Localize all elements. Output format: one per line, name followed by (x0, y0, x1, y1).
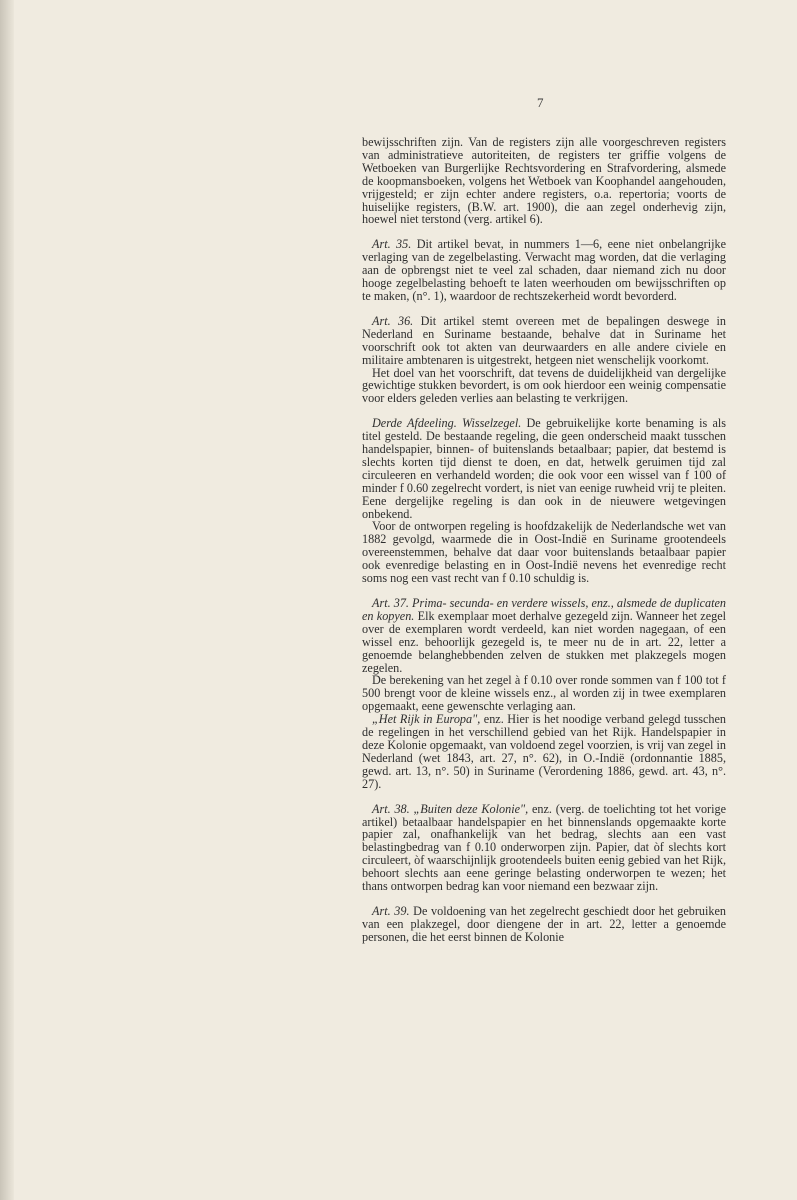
paragraph-continuation (362, 136, 726, 226)
paragraph-text: Voor de ontworpen regeling is hoofdzakelijk de Nederlandsche wet van 1882 gevolgd, waarmede die in Oost-Indië en Suriname grootendeels overeenstemmen, behalve dat daar voor buitenslands betaalbaar papier ook evenredige belasting en in Oost-Indië nevens het evenredige recht soms nog een vast recht van f 0.10 schuldig is. (362, 519, 726, 586)
paragraph-art-38 (362, 803, 726, 893)
section-heading: Derde Afdeeling. Wisselzegel. (372, 416, 522, 431)
article-heading: Art. 39. (372, 903, 410, 918)
paragraph-art-37 (362, 597, 726, 674)
paragraph-ontworpen-regeling (362, 520, 726, 585)
paragraph-berekening (362, 674, 726, 713)
paragraph-text: enz. (verg. de toelichting tot het vorige artikel) betaalbaar handelspapier en het binnenslands opgemaakte korte papier zal, onafhankelijk van het bedrag, slechts aan een vast belastingbedrag van f 0.10 onderworpen zijn. Papier, dat òf slechts kort circuleert, òf waarschijnlijk grootendeels buiten eenig gebied van het Rijk, behoort slechts aan eene geringe belasting onderworpen te wezen; het thans ontworpen bedrag kan voor niemand een bezwaar zijn. (362, 801, 726, 894)
paragraph-text: enz. Hier is het noodige verband gelegd tusschen de regelingen in het verschillend gebied van het Rijk. Handelspapier in deze Kolonie opgemaakt, van voldoend zegel voorzien, is vrij van zegel in Nederland (wet 1843, art. 27, n°. 62), in O.-Indië (ordonnantie 1885, gewd. art. 13, n°. 50) in Suriname (Verordening 1886, gewd. art. 43, n°. 27). (362, 712, 726, 791)
paragraph-rijk-in-europa (362, 713, 726, 790)
article-heading: Art. 36. (372, 313, 414, 328)
paragraph-art-39 (362, 905, 726, 944)
paragraph-text: De voldoening van het zegelrecht geschiedt door het gebruiken van een plakzegel, door diengene der in art. 22, letter a genoemde personen, die het eerst binnen de Kolonie (362, 903, 726, 944)
paragraph-text: De berekening van het zegel à f 0.10 over ronde sommen van f 100 tot f 500 brengt voor de kleine wissels enz., al worden zij in twee exemplaren opgemaakt, eene gewenschte verlaging aan. (362, 673, 726, 714)
article-heading: Art. 38. „Buiten deze Kolonie", (372, 801, 529, 816)
paragraph-text: bewijsschriften zijn. Van de registers zijn alle voorgeschreven registers van administratieve autoriteiten, de registers ter griffie volgens de Wetboeken van Burgerlijke Rechtsvordering en Strafvordering, alsmede de koopmansboeken, volgens het Wetboek van Koophandel aangehouden, vrijgesteld; er zijn echter andere registers, o.a. repertoria; voorts de huiselijke registers, (B.W. art. 1900), die aan zegel onderhevig zijn, hoewel niet terstond (verg. artikel 6). (362, 135, 726, 227)
quoted-heading: „Het Rijk in Europa", (372, 712, 481, 727)
paragraph-art-36-purpose (362, 367, 726, 406)
article-heading: Art. 35. (372, 237, 412, 252)
paragraph-art-36 (362, 315, 726, 367)
article-heading: Art. 37. Prima- secunda- en verdere wissels, enz., alsmede de duplicaten en kopyen. (362, 596, 726, 623)
paragraph-text: Elk exemplaar moet derhalve gezegeld zijn. Wanneer het zegel over de exemplaren wordt verdeeld, kan niet worden nagegaan, of een wissel enz. behoorlijk gezegeld is, te meer nu de in art. 22, letter a genoemde belanghebbenden zelven de stukken met plakzegels mogen zegelen. (362, 608, 726, 675)
paragraph-text: Dit artikel stemt overeen met de bepalingen deswege in Nederland en Suriname bestaande, behalve dat in Suriname het voorschrift ook tot akten van deurwaarders en alle andere civiele en militaire ambtenaren is uitgestrekt, hetgeen niet wenschelijk voorkomt. (362, 313, 726, 367)
paragraph-text: Dit artikel bevat, in nummers 1—6, eene niet onbelangrijke verlaging van de zegelbelasting. Verwacht mag worden, dat die verlaging aan de opbrengst niet te veel zal schaden, daar niemand zich nu door hooge zegelbelasting behoeft te laten weerhouden om bewijsschriften op te maken, (n°. 1), waardoor de rechtszekerheid wordt bevorderd. (362, 237, 727, 303)
page-edge-shadow (0, 0, 14, 1200)
paragraph-text: De gebruikelijke korte benaming is als titel gesteld. De bestaande regeling, die geen onderscheid maakt tusschen handelspapier, binnen- of buitenslands betaalbaar; papier, dat bestemd is slechts korten tijd dienst te doen, en dat, hetwelk geruimen tijd zal circuleeren en verhandeld worden; die ook voor een wissel van f 100 of minder f 0.60 zegelrecht vordert, is niet van eenige ruwheid vrij te pleiten. Eene dergelijke regeling is dan ook in de nieuwere wetgevingen onbekend. (362, 416, 726, 521)
paragraph-text: Het doel van het voorschrift, dat tevens de duidelijkheid van dergelijke gewichtige stukken bevordert, is om ook hierdoor een weinig compensatie voor elders geleden verlies aan belasting te verkrijgen. (362, 365, 726, 406)
text-column (362, 136, 726, 944)
paragraph-art-35 (362, 238, 726, 303)
paragraph-derde-afdeeling (362, 417, 726, 520)
page-number: 7 (537, 95, 544, 110)
